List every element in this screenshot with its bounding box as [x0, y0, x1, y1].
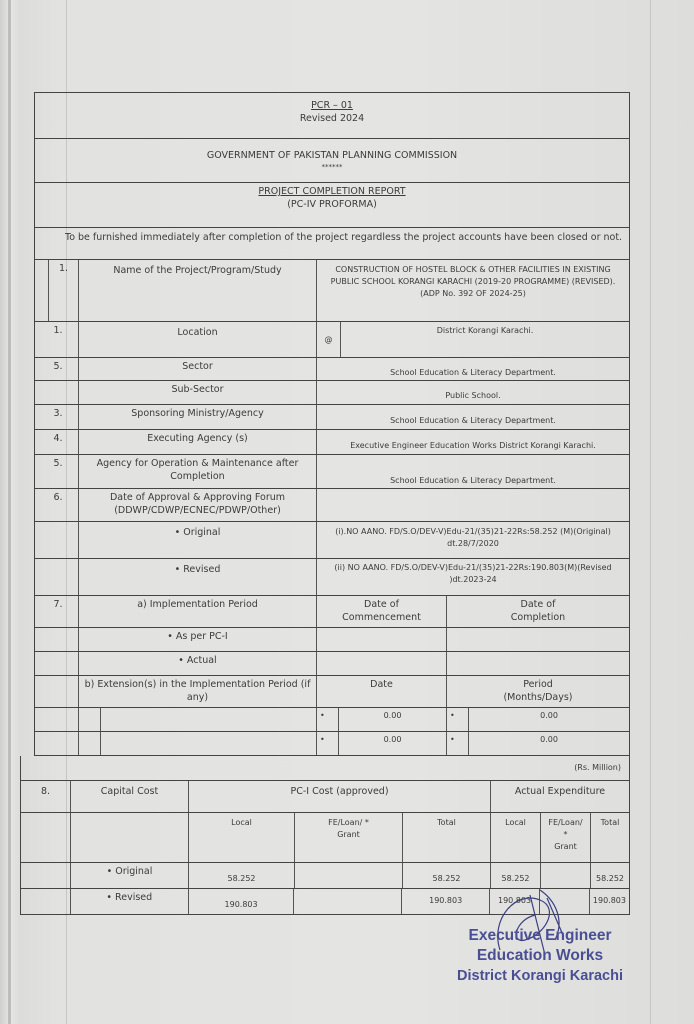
proforma-label: (PC-IV PROFORMA): [287, 199, 377, 210]
sector-label: Sector: [79, 358, 317, 380]
sector-row: [34, 358, 630, 381]
pc1-cost-header: PC-I Cost (approved): [189, 781, 491, 812]
executing-label: Executing Agency (s): [79, 430, 317, 454]
col-fe-loan-grant: FE/Loan/ * Grant: [295, 813, 403, 862]
stamp-line-3: District Korangi Karachi: [457, 968, 623, 984]
extension-row: [34, 732, 630, 756]
extension-label: b) Extension(s) in the Implementation Period (if any): [79, 676, 317, 707]
bullet: •: [317, 732, 339, 755]
om-agency-label: Agency for Operation & Maintenance after Completion: [79, 455, 317, 488]
total-value: 58.252: [403, 863, 491, 888]
actual-commencement-value: [317, 652, 447, 675]
actual-row: [34, 652, 630, 676]
units-row: [20, 756, 630, 781]
page-edge-shadow: [8, 0, 11, 1024]
approval-original-row: [34, 522, 630, 559]
extension-period: 0.00: [540, 735, 558, 744]
report-title: PROJECT COMPLETION REPORT: [258, 186, 406, 197]
approval-revised-row: [34, 559, 630, 596]
local-value: 58.252: [189, 863, 295, 888]
capital-cost-label: Capital Cost: [71, 781, 189, 812]
item-number: 7.: [35, 596, 79, 627]
project-name-row: [34, 260, 630, 322]
sponsoring-value: School Education & Literacy Department.: [390, 416, 556, 425]
period-header: Period (Months/Days): [503, 679, 573, 703]
capital-cost-header-row: [20, 781, 630, 813]
sub-sector-label: Sub-Sector: [79, 381, 317, 404]
capital-cost-columns-row: [20, 813, 630, 863]
stamp-line-2: Education Works: [476, 947, 604, 964]
sponsoring-row: [34, 405, 630, 430]
extension-header-row: [34, 676, 630, 708]
government-row: [34, 139, 630, 183]
item-number: [35, 381, 79, 404]
item-number: 1.: [35, 322, 79, 357]
implementation-header-row: [34, 596, 630, 628]
actual-local-value: 190.803: [490, 889, 540, 914]
col-actual-fe-loan-grant: FE/Loan/ * Grant: [541, 813, 591, 862]
col-local: Local: [189, 813, 295, 862]
executing-row: [34, 430, 630, 455]
item-number: 4.: [35, 430, 79, 454]
form-code: PCR – 01: [311, 100, 353, 111]
actual-total-value: 58.252: [596, 874, 624, 883]
pc1-commencement-value: [317, 628, 447, 651]
form-code-row: [34, 93, 630, 139]
extension-row: [34, 708, 630, 732]
approval-original-value: (i).NO AANO. FD/S.O/DEV-V)Edu-21/(35)21-22Rs:58.252 (M)(Original) dt.28/7/2020: [335, 527, 611, 548]
sector-value: School Education & Literacy Department.: [390, 368, 556, 377]
om-agency-value: School Education & Literacy Department.: [390, 476, 556, 485]
approval-original-label: • Original: [175, 527, 221, 538]
sub-sector-value: Public School.: [445, 391, 501, 400]
col-actual-local: Local: [491, 813, 541, 862]
approval-revised-label: • Revised: [175, 564, 221, 575]
item-number: 5.: [35, 455, 79, 488]
at-marker: @: [317, 322, 341, 357]
report-title-row: [34, 183, 630, 228]
commencement-header: Date of Commencement: [317, 596, 447, 627]
item-number: 8.: [21, 781, 71, 812]
item-number: 5.: [35, 358, 79, 380]
pc1-completion-value: [447, 628, 629, 651]
as-per-pc1-label: • As per PC-I: [167, 631, 228, 642]
bullet: •: [447, 732, 469, 755]
project-name-label: Name of the Project/Program/Study: [79, 260, 317, 321]
official-stamp: [450, 926, 630, 986]
completion-header: Date of Completion: [510, 599, 566, 623]
approval-revised-value: (ii) NO AANO. FD/S.O/DEV-V)Edu-21/(35)21-22Rs:190.803(M)(Revised )dt.2023-24: [334, 563, 612, 584]
col-actual-total: Total: [600, 818, 620, 827]
as-per-pc1-row: [34, 628, 630, 652]
stamp-line-1: Executive Engineer: [468, 927, 612, 944]
instruction-row: [34, 228, 630, 260]
approval-label: Date of Approval & Approving Forum (DDWP/CDWP/ECNEC/PDWP/Other): [79, 489, 317, 521]
sub-sector-row: [34, 381, 630, 405]
actual-local-value: 58.252: [491, 863, 541, 888]
government-title: GOVERNMENT OF PAKISTAN PLANNING COMMISSION: [206, 150, 458, 161]
row-label: • Revised: [106, 892, 152, 903]
item-number: 6.: [35, 489, 79, 521]
sponsoring-label: Sponsoring Ministry/Agency: [79, 405, 317, 429]
actual-completion-value: [447, 652, 629, 675]
form-revision: Revised 2024: [299, 113, 365, 124]
executing-value: Executive Engineer Education Works District Korangi Karachi.: [350, 441, 596, 450]
bullet: •: [447, 708, 469, 731]
units-label: (Rs. Million): [574, 763, 621, 772]
fe-value: [295, 863, 403, 888]
total-value: 190.803: [402, 889, 490, 914]
extension-period: 0.00: [540, 711, 558, 720]
col-total: Total: [403, 813, 491, 862]
stars-separator: ******: [321, 163, 343, 171]
extension-date: 0.00: [339, 732, 447, 755]
instruction-text: To be furnished immediately after completion of the project regardless the project accounts have been closed or not.: [65, 232, 623, 243]
project-name-value: CONSTRUCTION OF HOSTEL BLOCK & OTHER FACILITIES IN EXISTING PUBLIC SCHOOL KORANGI KARACHI (2019-20 PROGRAMME) (REVISED). (ADP No. 392 OF 2024-25): [330, 265, 616, 298]
item-number: 3.: [35, 405, 79, 429]
location-label: Location: [79, 322, 317, 357]
extension-date: 0.00: [339, 708, 447, 731]
actual-label: • Actual: [178, 655, 216, 666]
item-number: 1.: [49, 260, 79, 321]
approval-row: [34, 489, 630, 522]
local-value: 190.803: [189, 889, 295, 914]
implementation-label: a) Implementation Period: [79, 596, 317, 627]
om-agency-row: [34, 455, 630, 489]
actual-total-value: 190.803: [592, 896, 626, 905]
date-header: Date: [317, 676, 447, 707]
location-value: District Korangi Karachi.: [436, 326, 534, 335]
bullet: •: [317, 708, 339, 731]
pcr-form: [34, 92, 630, 915]
location-row: [34, 322, 630, 358]
row-label: • Original: [107, 866, 153, 877]
actual-expenditure-header: Actual Expenditure: [514, 786, 606, 797]
fe-value: [294, 889, 402, 914]
margin-line: [650, 0, 651, 1024]
